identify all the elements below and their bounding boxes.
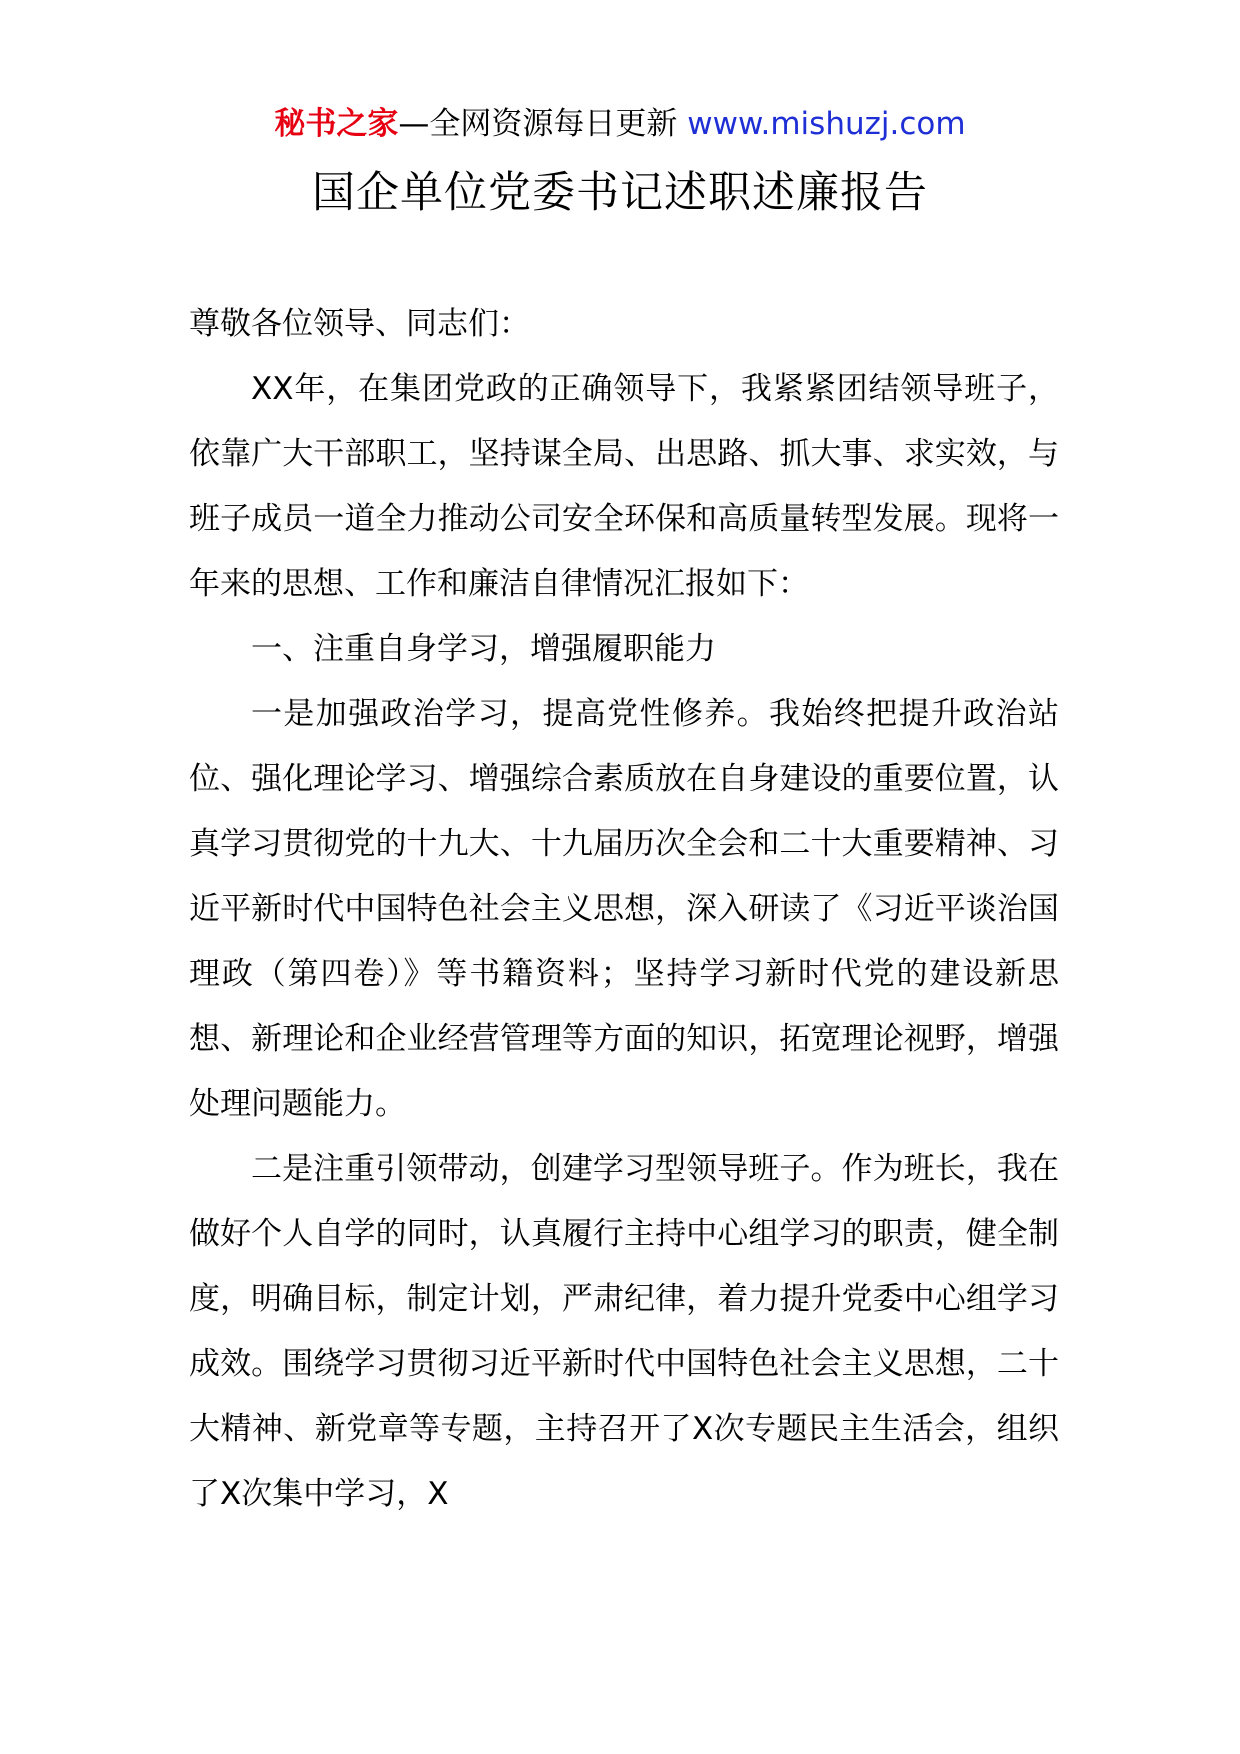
header-brand: 秘书之家 (274, 106, 399, 142)
document-body (189, 292, 1059, 1527)
header-url-link[interactable]: www.mishuzj.com (687, 106, 966, 142)
intro-paragraph: XX年，在集团党政的正确领导下，我紧紧团结领导班子，依靠广大干部职工，坚持谋全局、出思路、抓大事、求实效，与班子成员一道全力推动公司安全环保和高质量转型发展。现将一年来的思想、工作和廉洁自律情况汇报如下： (189, 371, 1059, 602)
body-paragraph: 二是注重引领带动，创建学习型领导班子。作为班长，我在做好个人自学的同时，认真履行主持中心组学习的职责，健全制度，明确目标，制定计划，严肃纪律，着力提升党委中心组学习成效。围绕学习贯彻习近平新时代中国特色社会主义思想，二十大精神、新党章等专题，主持召开了X次专题民主生活会，组织了X次集中学习，X (189, 1151, 1059, 1512)
salutation: 尊敬各位领导、同志们： (189, 306, 530, 342)
section-heading-1: 一、注重自身学习，增强履职能力 (251, 631, 716, 667)
site-header (0, 100, 1240, 148)
body-paragraph: 一是加强政治学习，提高党性修养。我始终把提升政治站位、强化理论学习、增强综合素质放在自身建设的重要位置，认真学习贯彻党的十九大、十九届历次全会和二十大重要精神、习近平新时代中国特色社会主义思想，深入研读了《习近平谈治国理政（第四卷）》等书籍资料；坚持学习新时代党的建设新思想、新理论和企业经营管理等方面的知识，拓宽理论视野，增强处理问题能力。 (189, 696, 1059, 1122)
header-slogan: —全网资源每日更新 (398, 106, 688, 142)
document-title: 国企单位党委书记述职述廉报告 (312, 168, 928, 218)
